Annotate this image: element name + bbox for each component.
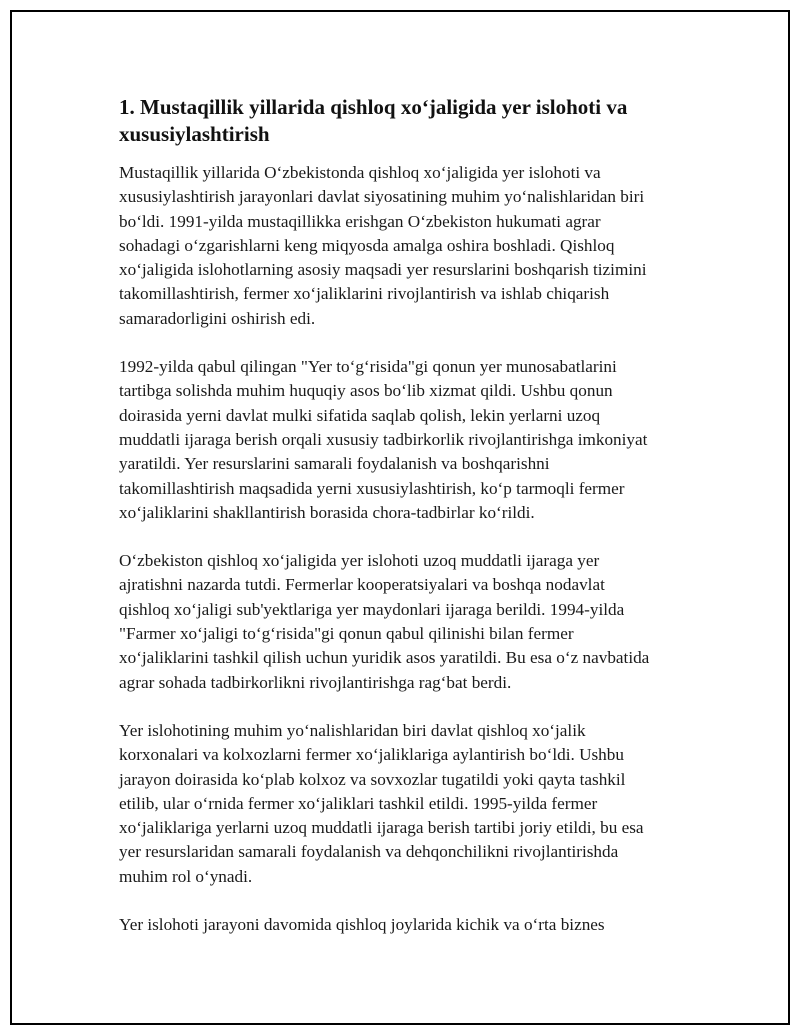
- paragraph-4: Yer islohotining muhim yo‘nalishlaridan biri davlat qishloq xo‘jalik korxonalari va kolxozlarni fermer xo‘jaliklariga aylantirish bo‘ldi. Ushbu jarayon doirasida ko‘plab kolxoz va sovxozlar tugatildi yoki qayta tashkil etilib, ular o‘rnida fermer xo‘jaliklari tashkil etildi. 1995-yilda fermer xo‘jaliklariga yerlarni uzoq muddatli ijaraga berish tartibi joriy etildi, bu esa yer resurslaridan samarali foydalanish va dehqonchilikni rivojlantirishda muhim rol o‘ynadi.: [119, 720, 644, 886]
- paragraph-3: O‘zbekiston qishloq xo‘jaligida yer islohoti uzoq muddatli ijaraga yer ajratishni nazarda tutdi. Fermerlar kooperatsiyalari va boshqa nodavlat qishloq xo‘jaligi sub'yektlariga yer maydonlari ijaraga berildi. 1994-yilda "Farmer xo‘jaligi to‘g‘risida"gi qonun qabul qilinishi bilan fermer xo‘jaliklarini tashkil qilish uchun yuridik asos yaratildi. Bu esa o‘z navbatida agrar sohada tadbirkorlikni rivojlantirishga rag‘bat berdi.: [119, 551, 650, 692]
- paragraph-1: Mustaqillik yillarida O‘zbekistonda qishloq xo‘jaligida yer islohoti va xususiylashtirish jarayonlari davlat siyosatining muhim yo‘nalishlaridan biri bo‘ldi. 1991-yilda mustaqillikka erishgan O‘zbekiston hukumati agrar sohadagi o‘zgarishlarni keng miqyosda amalga oshira boshladi. Qishloq xo‘jaligida islohotlarning asosiy maqsadi yer resurslarini boshqarish tizimini takomillashtirish, fermer xo‘jaliklarini rivojlantirish va ishlab chiqarish samaradorligini oshirish edi.: [119, 163, 647, 328]
- section-heading: 1. Mustaqillik yillarida qishloq xo‘jaligida yer islohoti va xususiylashtirish: [119, 95, 628, 146]
- paragraph-5: Yer islohoti jarayoni davomida qishloq joylarida kichik va o‘rta biznes: [119, 915, 605, 935]
- page-frame: [10, 10, 790, 1025]
- paragraph-2: 1992-yilda qabul qilingan "Yer to‘g‘risida"gi qonun yer munosabatlarini tartibga solishda muhim huquqiy asos bo‘lib xizmat qildi. Ushbu qonun doirasida yerni davlat mulki sifatida saqlab qolish, lekin yerlarni uzoq muddatli ijaraga berish orqali xususiy tadbirkorlik rivojlantirishga imkoniyat yaratildi. Yer resurslarini samarali foydalanish va boshqarishni takomillashtirish maqsadida yerni xususiylashtirish, ko‘p tarmoqli fermer xo‘jaliklarini shakllantirish borasida chora-tadbirlar ko‘rildi.: [119, 357, 648, 522]
- document-content: [119, 94, 719, 961]
